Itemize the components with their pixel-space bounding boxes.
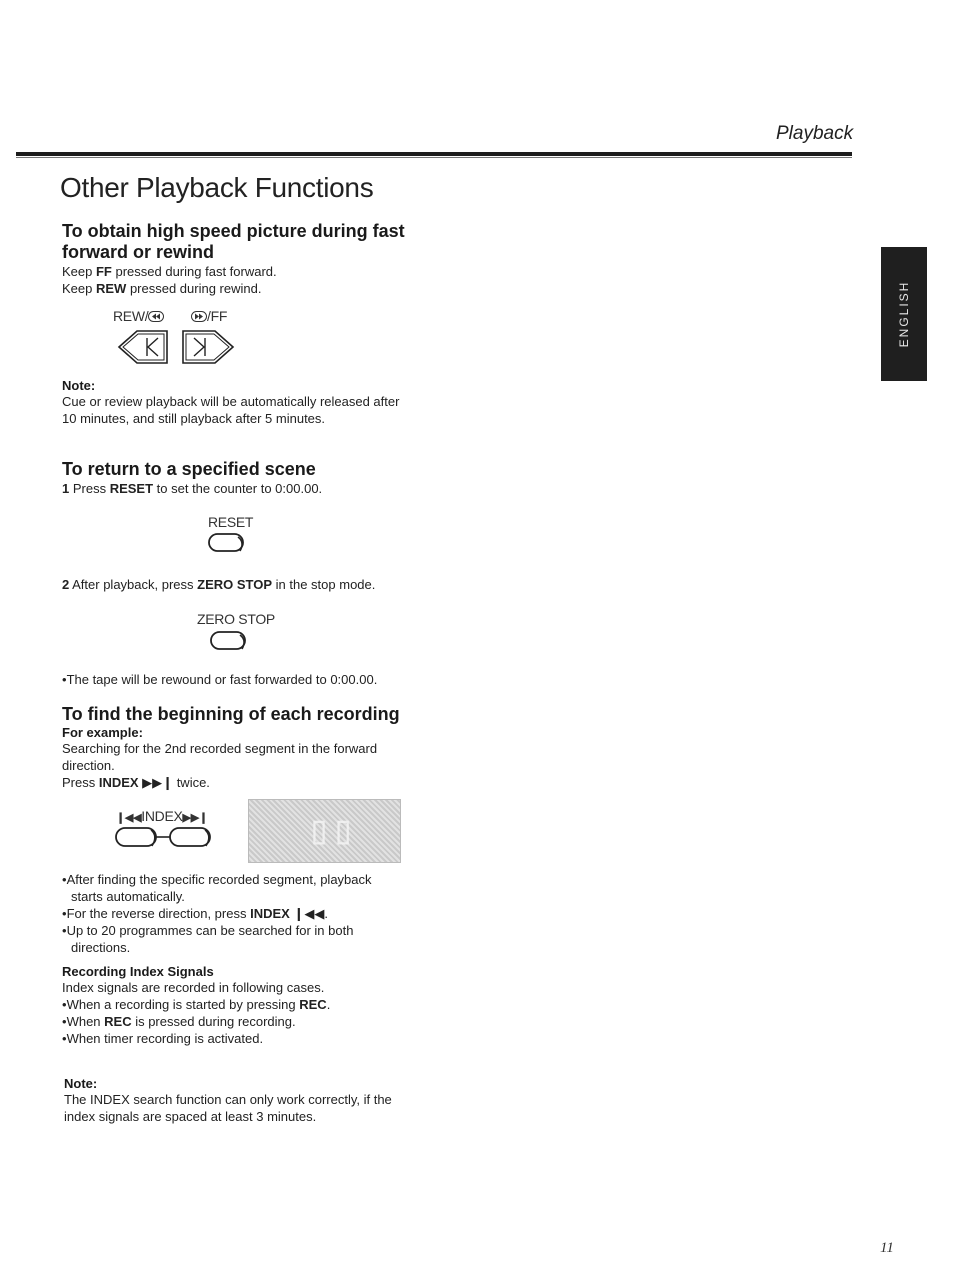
ff-button-icon[interactable] [179,328,235,366]
signals-intro: Index signals are recorded in following cases. [62,980,325,995]
note-text: index signals are spaced at least 3 minutes. [64,1109,317,1124]
section-fast-picture [62,221,442,297]
index-back-icon: ❙◀◀ [116,812,142,824]
display-digits: ▯▯ [307,807,356,853]
note-label: Note: [62,378,96,393]
example-label: For example: [62,725,143,740]
bullet-text: • For the reverse direction, press INDEX ❙◀◀. [62,905,462,922]
step-2: 2 After playback, press ZERO STOP in the stop mode. [62,577,376,592]
rew-label: REW/ [113,308,164,324]
instruction-line: Keep REW pressed during rewind. [62,281,262,296]
note-fast-picture [62,378,442,427]
ff-label: /FF [191,308,227,324]
bullet-text: • The tape will be rewound or fast forwarded to 0:00.00. [62,671,462,688]
header-rule [16,152,852,156]
example-text: Searching for the 2nd recorded segment in the forward [62,741,378,756]
find-recording-bullets [62,871,462,956]
language-tab-label: ENGLISH [897,280,911,348]
running-head: Playback [776,123,854,144]
page-number: 11 [880,1240,894,1256]
rewind-icon [148,311,164,322]
bullet-text: • After finding the specific recorded segment, playback [62,871,462,888]
signals-heading: Recording Index Signals [62,964,214,979]
section-find-recording [62,704,462,791]
signal-item: • When timer recording is activated. [62,1030,462,1047]
index-forward-icon: ▶▶❙ [182,812,208,824]
signal-item: • When a recording is started by pressing REC. [62,996,462,1013]
index-buttons-icon[interactable] [114,825,214,849]
counter-display-image [248,799,401,863]
bullet-text-cont: starts automatically. [71,889,185,904]
zero-stop-label: ZERO STOP [197,611,275,627]
note-text: 10 minutes, and still playback after 5 minutes. [62,411,326,426]
section-specified-scene [62,459,442,497]
section-heading: To find the beginning of each recording [62,704,400,724]
recording-index-signals [62,964,462,1047]
header-rule-thin [16,157,852,158]
zero-stop-button-icon[interactable] [209,630,249,652]
reset-label: RESET [208,514,254,530]
instruction-line: Keep FF pressed during fast forward. [62,264,277,279]
fast-forward-icon [191,311,207,322]
bullet-text-cont: directions. [71,940,131,955]
note-index [64,1076,464,1125]
section-heading-cont: forward or rewind [62,242,215,262]
signal-item: • When REC is pressed during recording. [62,1013,462,1030]
note-label: Note: [64,1076,98,1091]
bullet-text: • Up to 20 programmes can be searched for in both [62,922,462,939]
index-label: ❙◀◀INDEX▶▶❙ [116,808,208,824]
language-tab [881,247,927,381]
example-text: direction. [62,758,115,773]
section-heading: To return to a specified scene [62,459,316,479]
note-text: Cue or review playback will be automatically released after [62,394,400,409]
press-instruction: Press INDEX ▶▶❙ twice. [62,775,210,790]
rew-button-icon[interactable] [117,328,171,366]
step-1: 1 Press RESET to set the counter to 0:00.00. [62,481,323,496]
page-title: Other Playback Functions [60,172,374,203]
section-heading: To obtain high speed picture during fast [62,221,405,241]
note-text: The INDEX search function can only work correctly, if the [64,1092,392,1107]
reset-button-icon[interactable] [207,532,247,554]
